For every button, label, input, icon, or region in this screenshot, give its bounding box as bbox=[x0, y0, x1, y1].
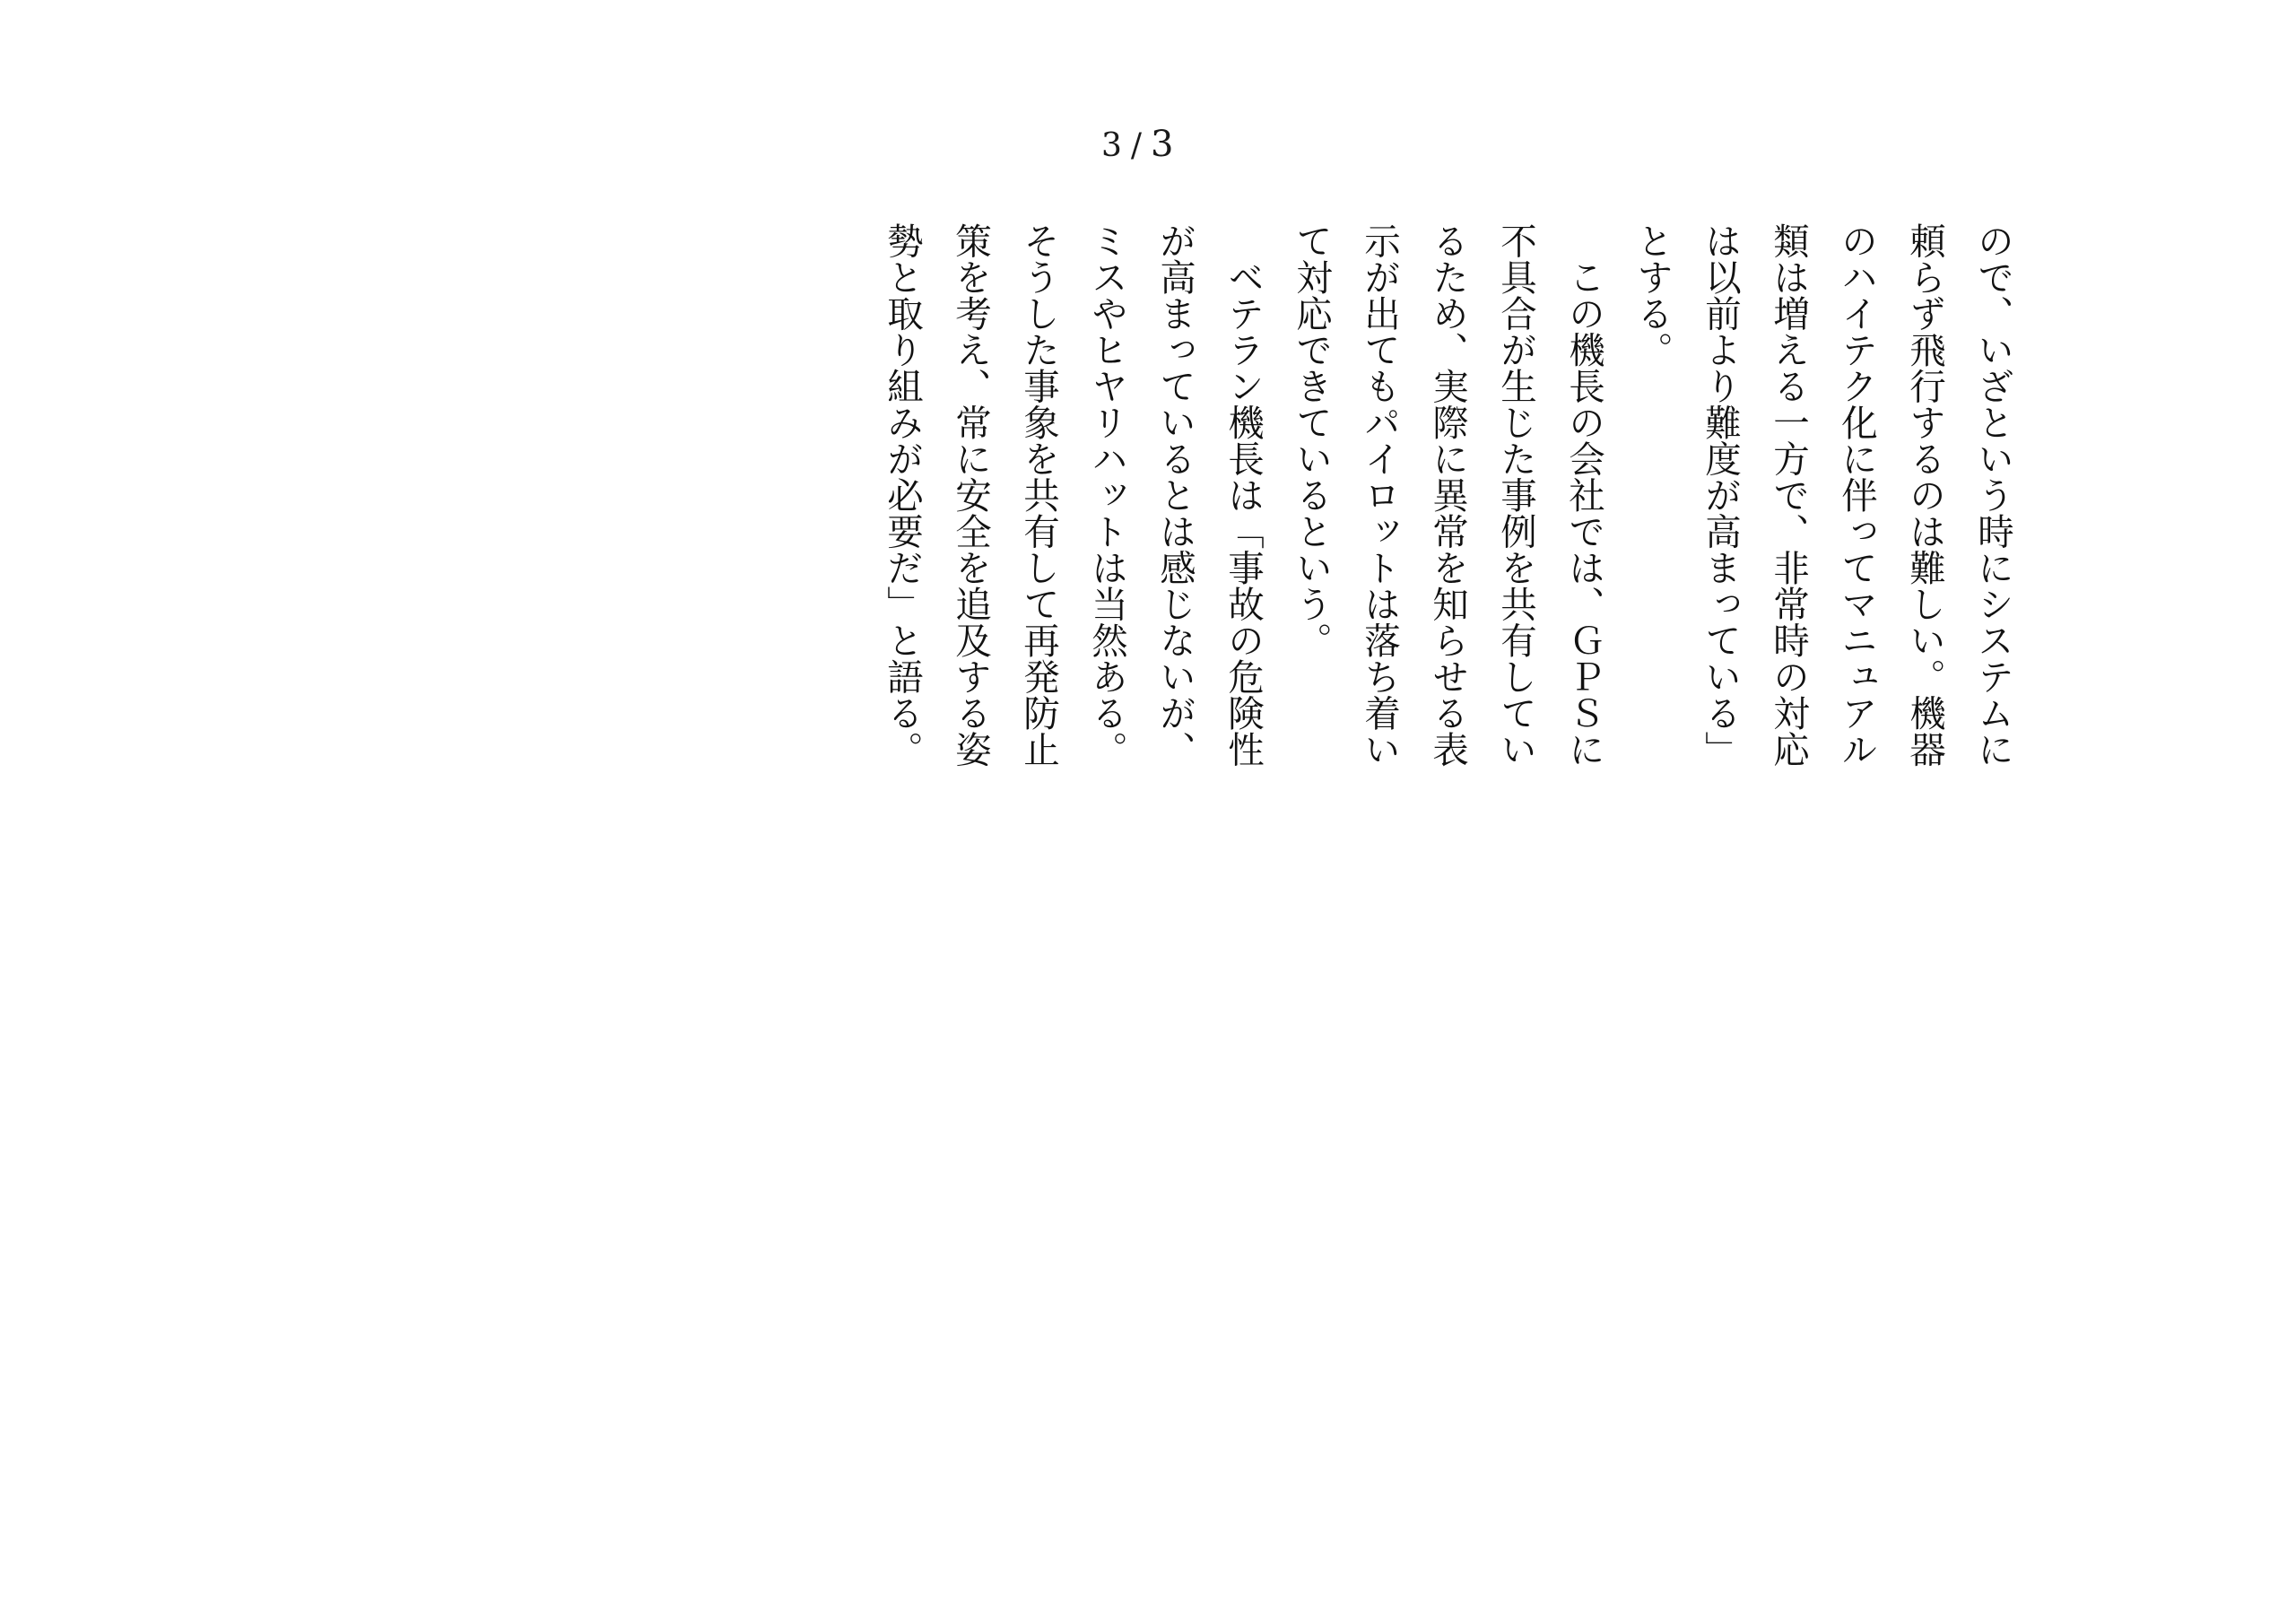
text-line: ベテラン機長は「事故の危険性 bbox=[1222, 222, 1265, 768]
page-separator: / bbox=[1130, 127, 1144, 164]
text-line: が高まっているとは感じないが、 bbox=[1153, 222, 1196, 768]
text-line: この機長の会社では、ＧＰＳに bbox=[1562, 222, 1605, 768]
text-line: 勢と取り組みが必要だ」と語る。 bbox=[881, 222, 924, 768]
text-line: 頼らず飛行するのは難しい。機器 bbox=[1903, 222, 1946, 768]
text-line: て対応できているという。 bbox=[1290, 222, 1333, 658]
text-line: 策を考え、常に安全を追及する姿 bbox=[949, 222, 992, 768]
text-line: とする。 bbox=[1631, 222, 1674, 368]
text-line: そうした事象を共有して再発防止 bbox=[1017, 222, 1060, 768]
page-total: 3 bbox=[1151, 124, 1176, 165]
text-line: 示が出てもパイロットは落ち着い bbox=[1358, 222, 1401, 768]
text-line: 類は増える一方で、非常時の対応 bbox=[1767, 222, 1810, 768]
text-line: ので、いざという時にシステムに bbox=[1971, 222, 2014, 768]
text-line: るため、実際に異常を知らせる表 bbox=[1426, 222, 1469, 768]
vertical-body-text bbox=[868, 222, 2027, 778]
text-line: 不具合が生じた事例を共有してい bbox=[1494, 222, 1537, 768]
text-line: は以前より難度が高まっている」 bbox=[1699, 222, 1742, 768]
text-line: ミスやヒヤリハットは当然ある。 bbox=[1085, 222, 1128, 768]
page-current: 3 bbox=[1101, 127, 1124, 164]
text-line: のハイテク化に伴ってマニュアル bbox=[1835, 222, 1878, 768]
page-number bbox=[1101, 124, 1176, 165]
